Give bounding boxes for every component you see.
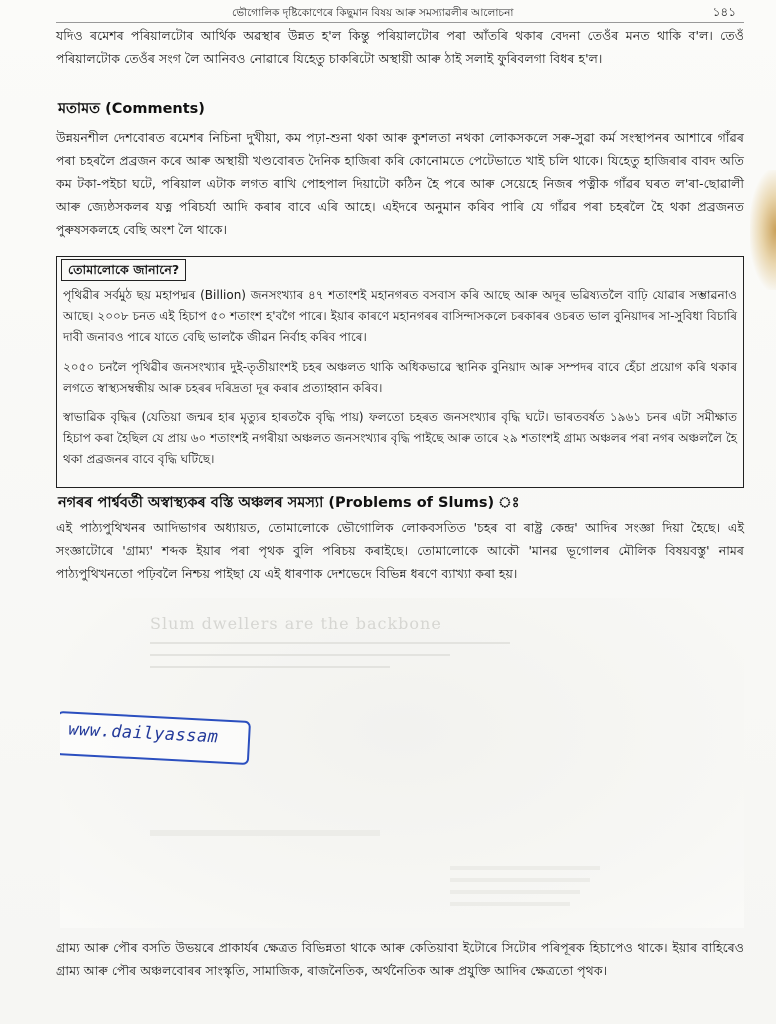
faded-text-line bbox=[450, 902, 570, 906]
running-header: ভৌগোলিক দৃষ্টিকোণেৰে কিছুমান বিষয় আৰু সমস্যাৱলীৰ আলোচনা bbox=[232, 7, 514, 19]
faded-text-line bbox=[450, 890, 580, 894]
did-you-know-title: তোমালোকে জানানে? bbox=[61, 259, 186, 281]
faded-text-line bbox=[150, 654, 450, 656]
paragraph-slums: এই পাঠ্যপুথিখনৰ আদিভাগৰ অধ্যায়ত, তোমালোকে ভৌগোলিক লোকবসতিত 'চহৰ বা ৰাষ্ট্ৰ কেন্দ্ৰ' আদিৰ সংজ্ঞা দিয়া হৈছে। এই সংজ্ঞাটোৰে 'গ্ৰাম্য' শব্দক ইয়াৰ পৰা পৃথক বুলি পৰিচয় কৰাইছে। তোমালোকে আকৌ 'মানৱ ভূগোলৰ মৌলিক বিষয়বস্তু' নামৰ পাঠ্যপুথিখনতো পঢ়িবলৈ নিশ্চয় পাইছা যে এই ধাৰণাক দেশভেদে বিভিন্ন ধৰণে ব্যাখ্যা কৰা হয়। bbox=[56, 520, 744, 581]
box-paragraph-natural-growth: স্বাভাৱিক বৃদ্ধিৰ (যেতিয়া জন্মৰ হাৰ মৃত্যুৰ হাৰতকৈ বৃদ্ধি পায়) ফলতো চহৰত জনসংখ্যাৰ বৃদ্ধি ঘটে। ভাৰতবৰ্ষত ১৯৬১ চনৰ এটা সমীক্ষাত হিচাপ কৰা হৈছিল যে প্ৰায় ৬০ শতাংশই নগৰীয়া অঞ্চলত জনসংখ্যাৰ বৃদ্ধি পাইছে আৰু তাৰে ২৯ শতাংশই গ্ৰাম্য অঞ্চলৰ পৰা নগৰ অঞ্চললৈ হৈ থকা প্ৰব্ৰজনৰ বাবে বৃদ্ধি ঘটিছে। bbox=[63, 410, 737, 466]
box-paragraph-population: পৃথিৱীৰ সৰ্বমুঠ ছয় মহাপদ্মৰ (Billion) জনসংখ্যাৰ ৪৭ শতাংশই মহানগৰত বসবাস কৰি আছে আৰু অদূৰ ভৱিষ্যতলৈ বাঢ়ি যোৱাৰ সম্ভাৱনাও আছে। ২০০৮ চনত এই হিচাপ ৫০ শতাংশ হ'বগৈ পাৰে। ইয়াৰ কাৰণে মহানগৰৰ বাসিন্দাসকলে চৰকাৰৰ ওচৰত ভাল বুনিয়াদৰ সা-সুবিধা বিচাৰি দাবী জনাবও পাৰে যাতে বেছি ভালকৈ জীৱন নিৰ্বাহ কৰিব পাৰে। bbox=[63, 288, 737, 344]
page-edge-shadow bbox=[750, 170, 776, 290]
faded-text-line bbox=[450, 866, 600, 870]
watermark-text: www.dailyassam bbox=[67, 719, 219, 748]
photo-caption: Slum dwellers are the backbone bbox=[150, 614, 442, 633]
faded-text-line bbox=[150, 830, 380, 836]
watermark-stamp bbox=[60, 711, 251, 765]
faded-text-line bbox=[150, 666, 390, 668]
slums-heading: নগৰৰ পাৰ্শ্ববৰ্তী অস্বাস্থ্যকৰ বস্তি অঞ্চলৰ সমস্যা (Problems of Slums) ঃ bbox=[58, 495, 520, 511]
page-number: ১৪১ bbox=[712, 5, 736, 19]
comments-heading: মতামত (Comments) bbox=[58, 101, 205, 117]
paragraph-rural-urban: গ্ৰাম্য আৰু পৌৰ বসতি উভয়ৰে প্ৰাকাৰ্যৰ ক্ষেত্ৰত বিভিন্নতা থাকে আৰু কেতিয়াবা ইটোৰে সিটোৰ পৰিপূৰক হিচাপেও থাকে। ইয়াৰ বাহিৰেও গ্ৰাম্য আৰু পৌৰ অঞ্চলবোৰৰ সাংস্কৃতি, সামাজিক, ৰাজনৈতিক, অৰ্থনৈতিক আৰু প্ৰযুক্তি আদিৰ ক্ষেত্ৰতো পৃথক। bbox=[56, 940, 744, 978]
did-you-know-box bbox=[56, 256, 744, 488]
faded-photo bbox=[60, 598, 744, 928]
header-rule bbox=[56, 22, 744, 23]
paragraph-comments: উন্নয়নশীল দেশবোৰত ৰমেশৰ নিচিনা দুখীয়া, কম পঢ়া-শুনা থকা আৰু কুশলতা নথকা লোকসকলে সৰু-সুৱা কৰ্ম সংস্থাপনৰ আশাৰে গাঁৱৰ পৰা চহৰলৈ প্ৰব্ৰজন কৰে আৰু অস্থায়ী খণ্ডবোৰত দৈনিক হাজিৰা কৰি কোনোমতে পেটেভাতে খাই চলি থাকে। যিহেতু হাজিৰাৰ বাবদ অতি কম টকা-পইচা ঘটে, পৰিয়াল এটাক লগত ৰাখি পোহপাল দিয়াটো কঠিন হৈ পৰে আৰু সেয়েহে নিজৰ পত্নীক গাঁৱৰ ঘৰত ল'ৰা-ছোৱালী আৰু জ্যেষ্ঠসকলৰ যত্ন পৰিচৰ্যা আদি কৰাৰ বাবে এৰি আহে। এইদৰে অনুমান কৰিব পাৰি যে গাঁৱৰ পৰা চহৰলৈ হৈ থকা প্ৰব্ৰজনত পুৰুষসকলহে বেছি অংশ লৈ থাকে। bbox=[56, 130, 744, 237]
faded-text-line bbox=[450, 878, 590, 882]
paragraph-intro: যদিও ৰমেশৰ পৰিয়ালটোৰ আৰ্থিক অৱস্থাৰ উন্নত হ'ল কিন্তু পৰিয়ালটোৰ পৰা আঁতৰি থকাৰ বেদনা তেওঁৰ মনত থাকি ব'ল। তেওঁ পৰিয়ালটোক তেওঁৰ সংগ লৈ আনিবও নোৱাৰে যিহেতু চাকৰিটো অস্থায়ী আৰু ঠাই সলাই ফুৰিবলগা বিধৰ হ'ল। bbox=[56, 28, 744, 66]
box-paragraph-2050: ২০৫০ চনলৈ পৃথিৱীৰ জনসংখ্যাৰ দুই-তৃতীয়াংশই চহৰ অঞ্চলত থাকি অধিকভাৱে স্থানিক বুনিয়াদ আৰু সম্পদৰ বাবে হেঁচা প্ৰয়োগ কৰি থকাৰ লগতে স্বাস্থ্যসম্বন্ধীয় আৰু চহৰৰ দৰিদ্ৰতা দূৰ কৰাৰ প্ৰত্যাহ্বান কৰিব। bbox=[63, 360, 737, 395]
faded-text-line bbox=[150, 642, 510, 644]
